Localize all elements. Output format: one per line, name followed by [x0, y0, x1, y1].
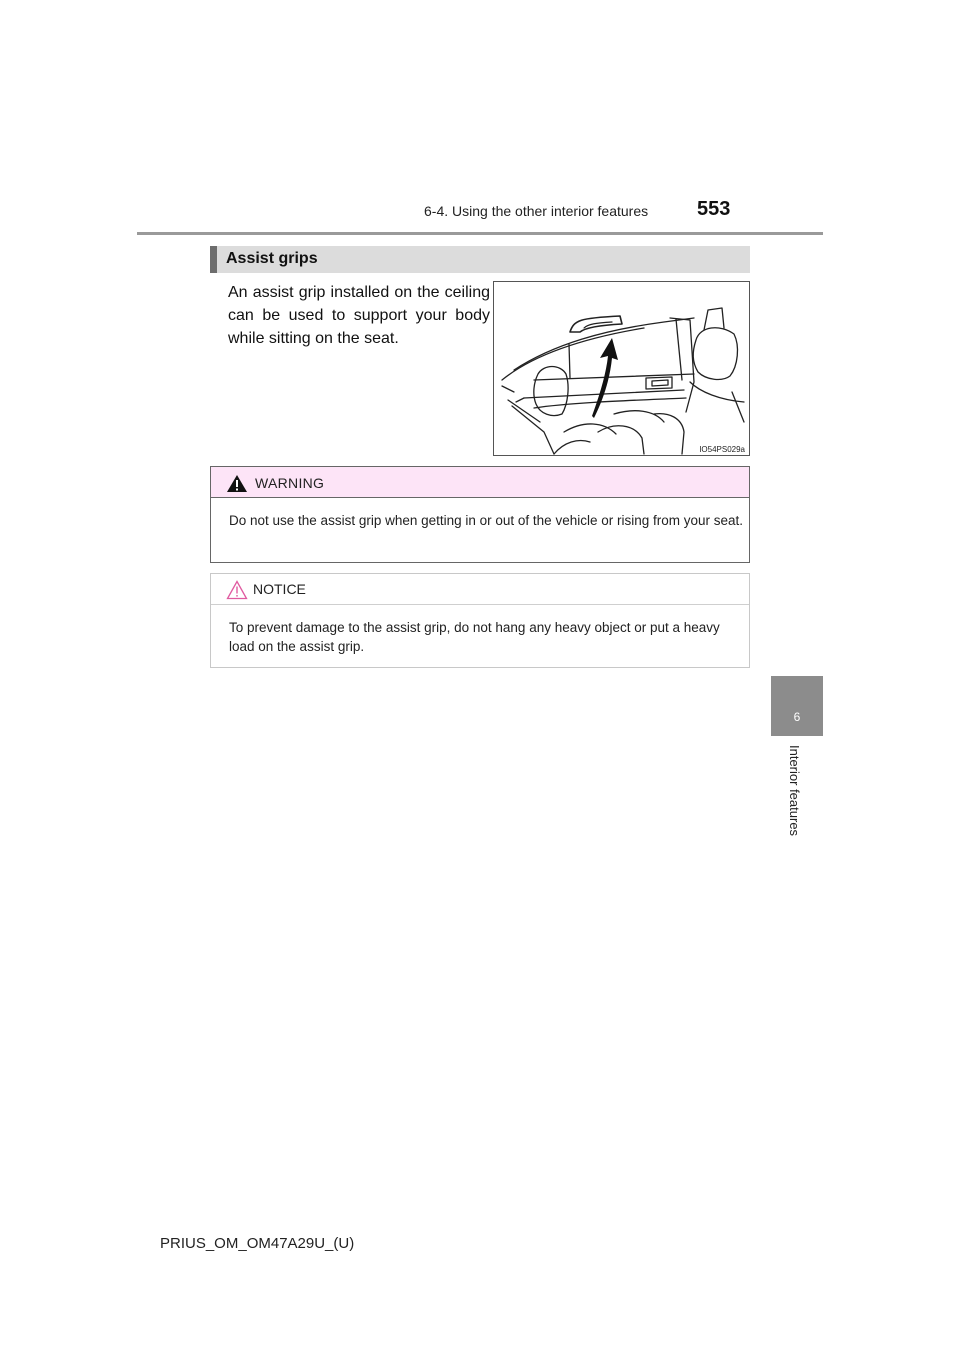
chapter-number: 6	[793, 710, 801, 724]
figure-code: IO54PS029a	[699, 445, 745, 454]
document-id: PRIUS_OM_OM47A29U_(U)	[160, 1235, 355, 1252]
section-title: Assist grips	[226, 250, 318, 267]
warning-triangle-icon	[226, 474, 248, 493]
car-interior-drawing	[494, 282, 750, 456]
notice-label: NOTICE	[253, 581, 306, 597]
section-header-bar	[210, 246, 217, 273]
header-divider	[137, 232, 823, 235]
notice-text: To prevent damage to the assist grip, do not hang any heavy object or put a heavy load on the assist grip.	[229, 620, 720, 654]
section-body-text: An assist grip installed on the ceiling can be used to support your body while sitting on the seat.	[228, 284, 490, 347]
assist-grip-illustration	[493, 281, 750, 456]
warning-text: Do not use the assist grip when getting in or out of the vehicle or rising from your seat.	[229, 513, 744, 528]
warning-box	[210, 466, 750, 563]
section-header	[210, 246, 750, 273]
notice-header	[211, 574, 749, 605]
warning-label: WARNING	[255, 475, 325, 491]
chapter-tab[interactable]	[771, 676, 823, 736]
warning-header	[211, 467, 749, 498]
chapter-label: Interior features	[787, 745, 802, 837]
notice-box	[210, 573, 750, 668]
notice-triangle-icon	[226, 580, 248, 600]
header-section-title: 6-4. Using the other interior features	[424, 203, 649, 219]
page-number: 553	[697, 198, 731, 220]
